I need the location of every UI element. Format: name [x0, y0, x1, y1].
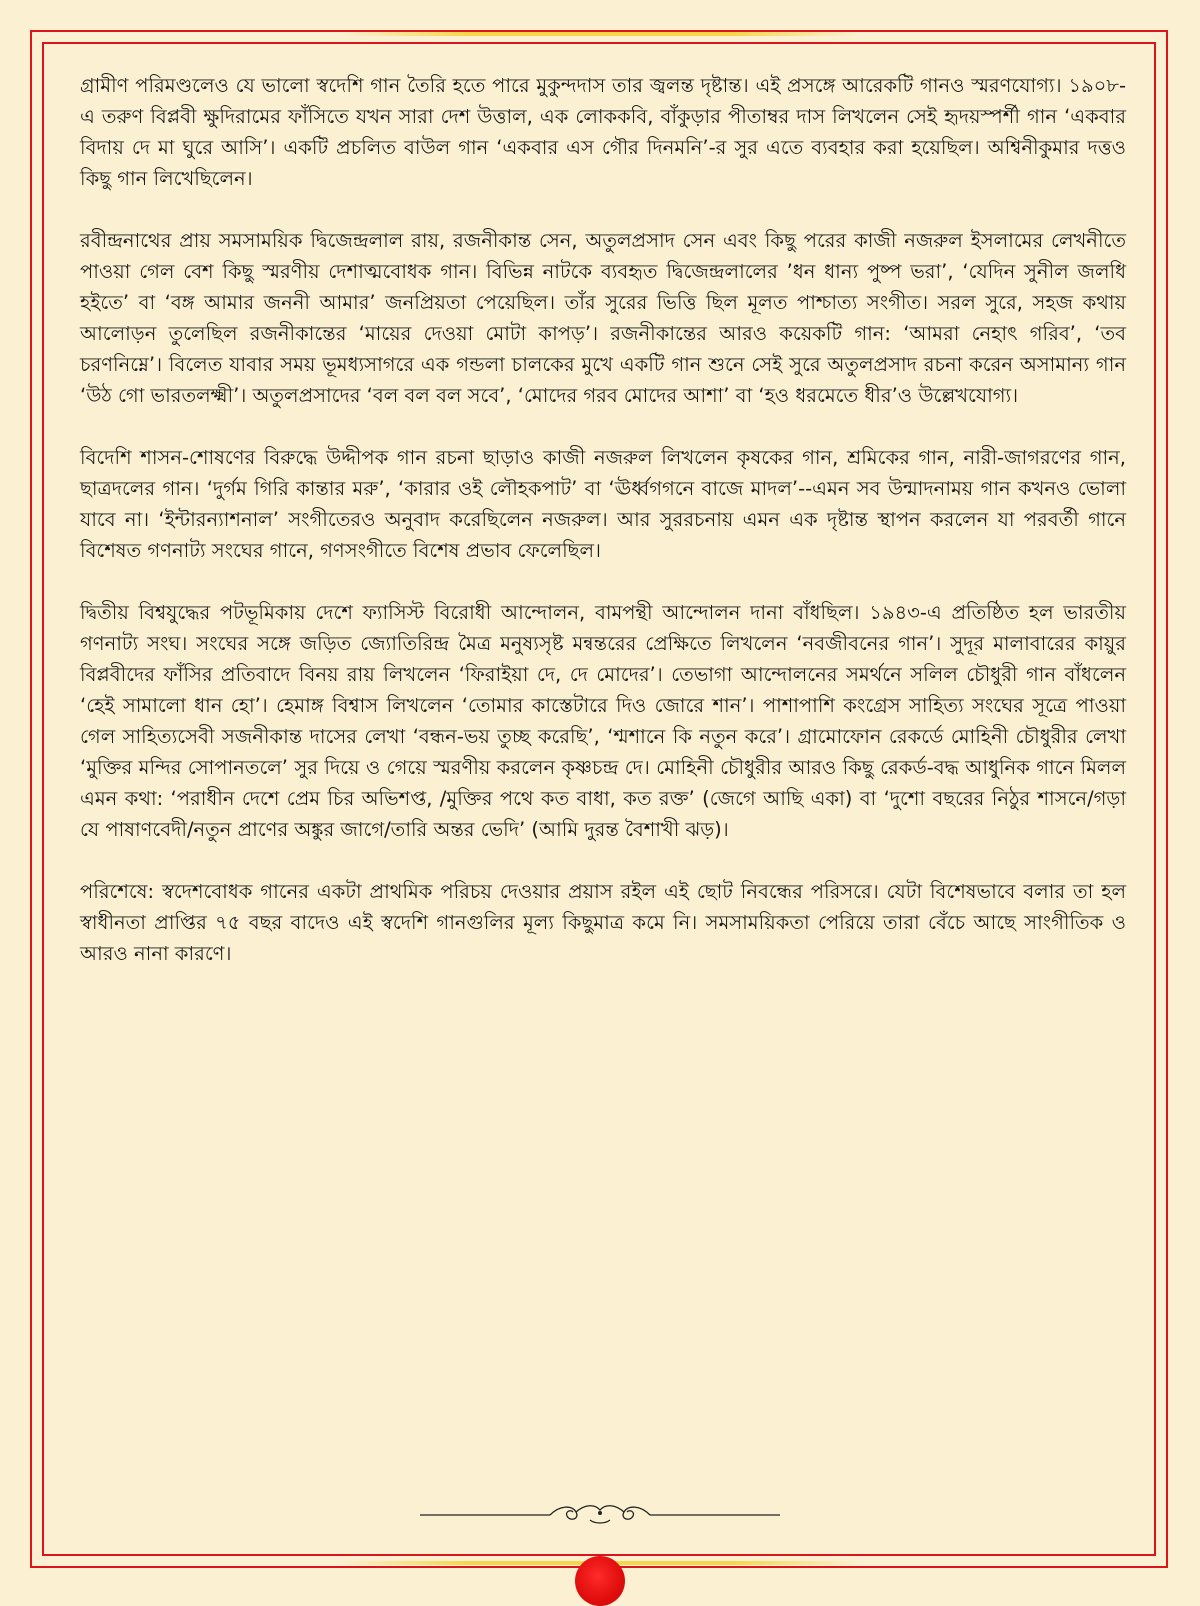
paragraph-5: পরিশেষে: স্বদেশবোধক গানের একটা প্রাথমিক পরিচয় দেওয়ার প্রয়াস রইল এই ছোট নিবন্ধের পরিসরে। যেটা বিশেষভাবে বলার তা হল স্বাধীনতা প্রাপ্তির ৭৫ বছর বাদেও এই স্বদেশি গানগুলির মূল্য কিছুমাত্র কমে নি। সমসাময়িকতা পেরিয়ে তারা বেঁচে আছে সাংগীতিক ও আরও নানা কারণে। — [80, 880, 1126, 965]
paragraph-4: দ্বিতীয় বিশ্বযুদ্ধের পটভূমিকায় দেশে ফ্যাসিস্ট বিরোধী আন্দোলন, বামপন্থী আন্দোলন দানা বাঁধছিল। ১৯৪৩-এ প্রতিষ্ঠিত হল ভারতীয় গণনাট্য সংঘ। সংঘের সঙ্গে জড়িত জ্যোতিরিন্দ্র মৈত্র মনুষ্যসৃষ্ট মন্বন্তরের প্রেক্ষিতে লিখলেন ‘নবজীবনের গান’। সুদূর মালাবারের কায়ুর বিপ্লবীদের ফাঁসির প্রতিবাদে বিনয় রায় লিখলেন ‘ফিরাইয়া দে, দে মোদের’। তেভাগা আন্দোলনের সমর্থনে সলিল চৌধুরী গান বাঁধলেন ‘হেই সামালো ধান হো’। হেমাঙ্গ বিশ্বাস লিখলেন ‘তোমার কাস্তেটারে দিও জোরে শান’। পাশাপাশি কংগ্রেস সাহিত্য সংঘের সূত্রে পাওয়া গেল সাহিত্যসেবী সজনীকান্ত দাসের লেখা ‘বন্ধন-ভয় তুচ্ছ করেছি’, ‘শ্মশানে কি নতুন করে’। গ্রামোফোন রেকর্ডে মোহিনী চৌধুরীর লেখা ‘মুক্তির মন্দির সোপানতলে’ সুর দিয়ে ও গেয়ে স্মরণীয় করলেন কৃষ্ণচন্দ্র দে। মোহিনী চৌধুরীর আরও কিছু রেকর্ড-বদ্ধ আধুনিক গানে মিলল এমন কথা: ‘পরাধীন দেশে প্রেম চির অভিশপ্ত, /মুক্তির পথে কত বাধা, কত রক্ত’ (জেগে আছি একা) বা ‘দুশো বছরের নিঠুর শাসনে/গড়া যে পাষাণবেদী/নতুন প্রাণের অঙ্কুর জাগে/তারি অন্তর ভেদি’ (আমি দুরন্ত বৈশাখী ঝড়)। — [80, 601, 1126, 841]
red-circle-seal-icon — [575, 1556, 625, 1606]
article-body — [80, 70, 1126, 1000]
paragraph-2: রবীন্দ্রনাথের প্রায় সমসাময়িক দ্বিজেন্দ্রলাল রায়, রজনীকান্ত সেন, অতুলপ্রসাদ সেন এবং কিছু পরের কাজী নজরুল ইসলামের লেখনীতে পাওয়া গেল বেশ কিছু স্মরণীয় দেশাত্মবোধক গান। বিভিন্ন নাটকে ব্যবহৃত দ্বিজেন্দ্রলালের ’ধন ধান্য পুষ্প ভরা’, ‘যেদিন সুনীল জলধি হইতে’ বা ‘বঙ্গ আমার জননী আমার’ জনপ্রিয়তা পেয়েছিল। তাঁর সুরের ভিত্তি ছিল মূলত পাশ্চাত্য সংগীত। সরল সুরে, সহজ কথায় আলোড়ন তুলেছিল রজনীকান্তের ‘মায়ের দেওয়া মোটা কাপড়’। রজনীকান্তের আরও কয়েকটি গান: ‘আমরা নেহাৎ গরিব’, ‘তব চরণনিম্নে’। বিলেত যাবার সময় ভূমধ্যসাগরে এক গন্ডলা চালকের মুখে একটি গান শুনে সেই সুরে অতুলপ্রসাদ রচনা করেন অসামান্য গান ‘উঠ গো ভারতলক্ষ্মী’। অতুলপ্রসাদের ‘বল বল বল সবে’, ‘মোদের গরব মোদের আশা’ বা ‘হও ধরমেতে ধীর’ও উল্লেখযোগ্য। — [80, 229, 1126, 407]
top-gold-accent — [340, 32, 860, 36]
flourish-divider-icon — [420, 1500, 780, 1530]
paragraph-3: বিদেশি শাসন-শোষণের বিরুদ্ধে উদ্দীপক গান রচনা ছাড়াও কাজী নজরুল লিখলেন কৃষকের গান, শ্রমিকের গান, নারী-জাগরণের গান, ছাত্রদলের গান। ‘দুর্গম গিরি কান্তার মরু’, ‘কারার ওই লৌহকপাট’ বা ‘ঊর্ধ্বগগনে বাজে মাদল’--এমন সব উন্মাদনাময় গান কখনও ভোলা যাবে না। ‘ইন্টারন্যাশনাল’ সংগীতেরও অনুবাদ করেছিলেন নজরুল। আর সুররচনায় এমন এক দৃষ্টান্ত স্থাপন করলেন যা পরবর্তী গানে বিশেষত গণনাট্য সংঘের গানে, গণসংগীতে বিশেষ প্রভাব ফেলেছিল। — [80, 446, 1126, 562]
paragraph-1: গ্রামীণ পরিমণ্ডলেও যে ভালো স্বদেশি গান তৈরি হতে পারে মুকুন্দদাস তার জ্বলন্ত দৃষ্টান্ত। এই প্রসঙ্গে আরেকটি গানও স্মরণযোগ্য। ১৯০৮-এ তরুণ বিপ্লবী ক্ষুদিরামের ফাঁসিতে যখন সারা দেশ উত্তাল, এক লোককবি, বাঁকুড়ার পীতাম্বর দাস লিখলেন সেই হৃদয়স্পর্শী গান ‘একবার বিদায় দে মা ঘুরে আসি’। একটি প্রচলিত বাউল গান ‘একবার এস গৌর দিনমনি’-র সুর এতে ব্যবহার করা হয়েছিল। অশ্বিনীকুমার দত্তও কিছু গান লিখেছিলেন। — [80, 74, 1126, 190]
